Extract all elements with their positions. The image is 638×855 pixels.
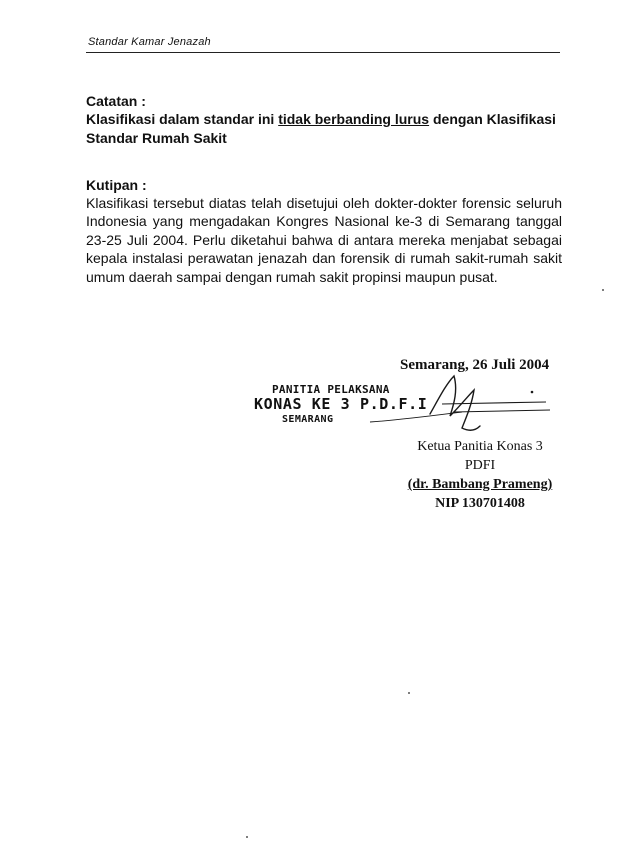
stamp-line-committee: PANITIA PELAKSANA [272, 383, 390, 396]
scan-speck [408, 692, 410, 694]
signatory-position: Ketua Panitia Konas 3 [417, 439, 543, 454]
stamp-line-city: SEMARANG [282, 414, 334, 425]
note-text-before: Klasifikasi dalam standar ini [86, 111, 279, 127]
note-heading: Catatan : [86, 93, 146, 109]
note-underlined-phrase: tidak berbanding lurus [278, 111, 430, 127]
signatory-name: (dr. Bambang Prameng) [407, 477, 553, 492]
signatory-organization: PDFI [464, 458, 496, 473]
header-rule [86, 52, 560, 53]
place-date: Semarang, 26 Juli 2004 [400, 357, 550, 373]
quote-paragraph: Klasifikasi tersebut diatas telah disetujui oleh dokter-dokter forensic seluruh Indonesia yang mengadakan Kongres Nasional ke-3 di Semarang tanggal 23-25 Juli 2004. Perlu diketahui bahwa di antara mereka menjabat sebagai kepala instalasi perawatan jenazah dan forensik di rumah sakit-rumah sakit umum daerah sampai dengan rumah sakit propinsi maupun pusat. [86, 195, 562, 285]
signatory-nip: NIP 130701408 [435, 496, 525, 511]
note-text [86, 110, 566, 148]
stamp-line-konas: KONAS KE 3 P.D.F.I [254, 395, 428, 413]
quote-heading: Kutipan : [86, 177, 147, 193]
running-header: Standar Kamar Jenazah [88, 36, 211, 48]
signatory-block [380, 437, 580, 513]
scan-speck [246, 836, 248, 838]
note-text-after: dengan Klasifikasi Standar Rumah Sakit [86, 111, 556, 146]
scan-speck [602, 289, 604, 291]
handwritten-signature [350, 370, 560, 440]
